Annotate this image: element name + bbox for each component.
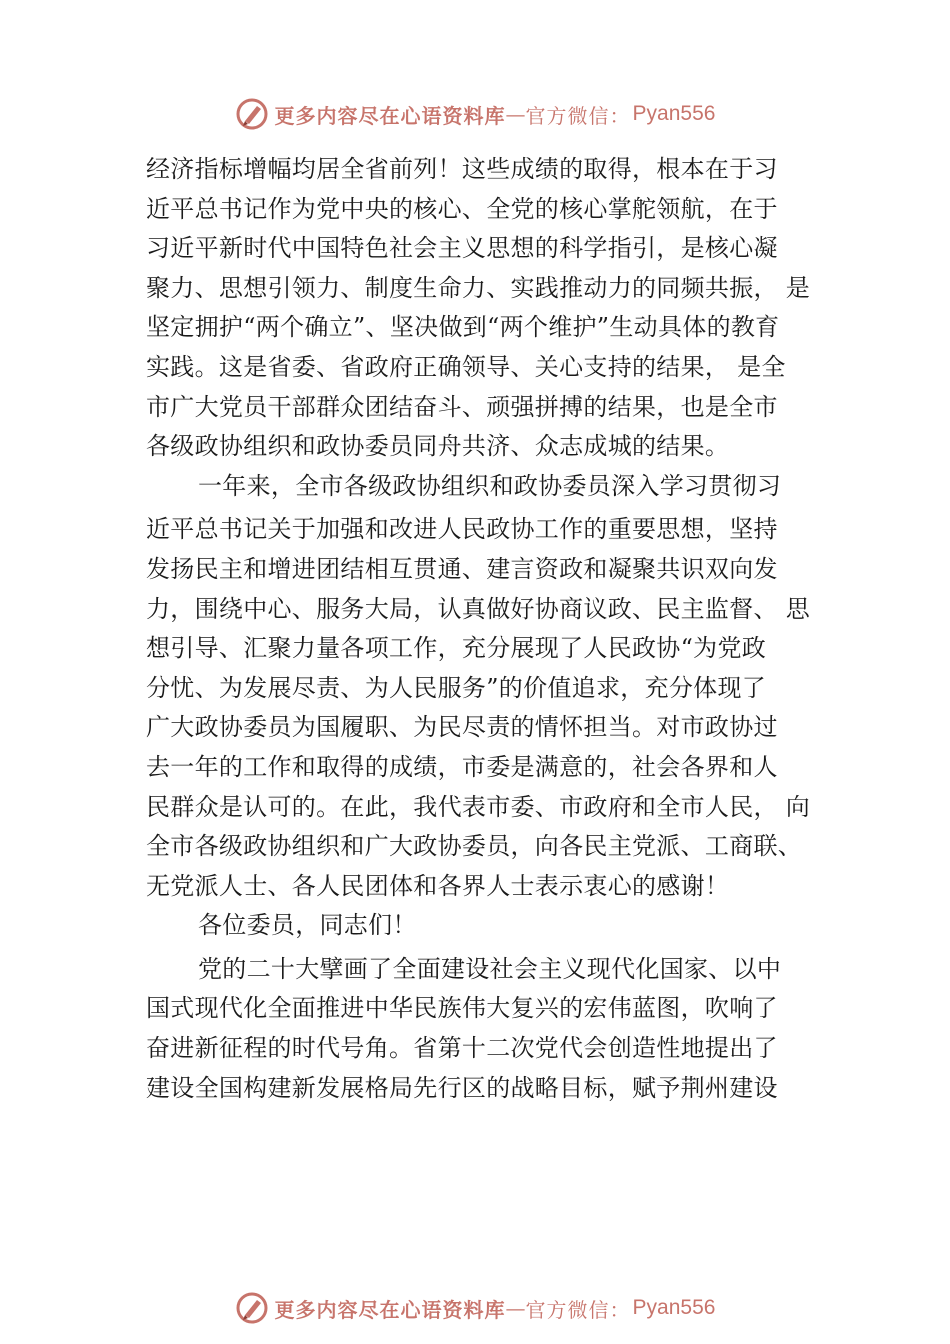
- watermark-official-label: 官方微信：: [525, 1297, 631, 1322]
- text-line: 想引导、汇聚力量各项工作，充分展现了人民政协“为党政: [146, 634, 767, 663]
- text-line: 民群众是认可的。在此，我代表市委、市政府和全市人民， 向: [146, 792, 811, 821]
- text-line: 奋进新征程的时代号角。省第十二次党代会创造性地提出了: [146, 1034, 778, 1063]
- header-watermark: [0, 92, 950, 136]
- text-line: 力，围绕中心、服务大局，认真做好协商议政、民主监督、 思: [146, 594, 811, 623]
- watermark-dash: —: [505, 1296, 526, 1320]
- text-line: 全市各级政协组织和广大政协委员，向各民主党派、工商联、: [146, 832, 803, 861]
- text-line: 近平总书记作为党中央的核心、全党的核心掌舵领航，在于: [146, 194, 778, 223]
- document-body: [146, 150, 818, 1108]
- text-line: 经济指标增幅均居全省前列！这些成绩的取得，根本在于习: [146, 155, 778, 183]
- text-line: 发扬民主和增进团结相互贯通、建言资政和凝聚共识双向发: [146, 554, 778, 583]
- text-line: 国式现代化全面推进中华民族伟大复兴的宏伟蓝图，吹响了: [146, 994, 778, 1023]
- text-line: 实践。这是省委、省政府正确领导、关心支持的结果， 是全: [146, 352, 786, 381]
- watermark-brand: 更多内容尽在心语资料库: [274, 103, 506, 128]
- text-line: 去一年的工作和取得的成绩，市委是满意的，社会各界和人: [146, 752, 778, 781]
- text-line: 分忧、为发展尽责、为人民服务”的价值追求，充分体现了: [146, 673, 767, 702]
- text-line: 建设全国构建新发展格局先行区的战略目标，赋予荆州建设: [146, 1073, 778, 1102]
- pen-logo-icon: [235, 1291, 269, 1325]
- text-line: 聚力、思想引领力、制度生命力、实践推动力的同频共振， 是: [146, 273, 811, 302]
- footer-watermark: [0, 1286, 950, 1330]
- salutation-line: 各位委员，同志们！: [198, 911, 417, 940]
- text-line: 坚定拥护“两个确立”、坚决做到“两个维护”生动具体的教育: [146, 313, 780, 342]
- watermark-official-label: 官方微信：: [525, 103, 631, 128]
- paragraph-start-line: 一年来，全市各级政协组织和政协委员深入学习贯彻习: [198, 471, 782, 500]
- watermark-brand: 更多内容尽在心语资料库: [274, 1297, 506, 1322]
- text-line: 各级政协组织和政协委员同舟共济、众志成城的结果。: [146, 432, 730, 461]
- text-line: 近平总书记关于加强和改进人民政协工作的重要思想，坚持: [146, 515, 778, 544]
- paragraph-start-line: 党的二十大擘画了全面建设社会主义现代化国家、以中: [198, 954, 782, 983]
- pen-logo-icon: [235, 97, 269, 131]
- text-line: 市广大党员干部群众团结奋斗、顽强拼搏的结果，也是全市: [146, 392, 778, 421]
- text-line: 习近平新时代中国特色社会主义思想的科学指引，是核心凝: [146, 234, 778, 263]
- watermark-wechat-id: Pyan556: [632, 102, 716, 125]
- watermark-wechat-id: Pyan556: [632, 1296, 716, 1319]
- text-line: 无党派人士、各人民团体和各界人士表示衷心的感谢！: [146, 871, 730, 900]
- text-line: 广大政协委员为国履职、为民尽责的情怀担当。对市政协过: [146, 713, 778, 742]
- watermark-dash: —: [505, 102, 526, 126]
